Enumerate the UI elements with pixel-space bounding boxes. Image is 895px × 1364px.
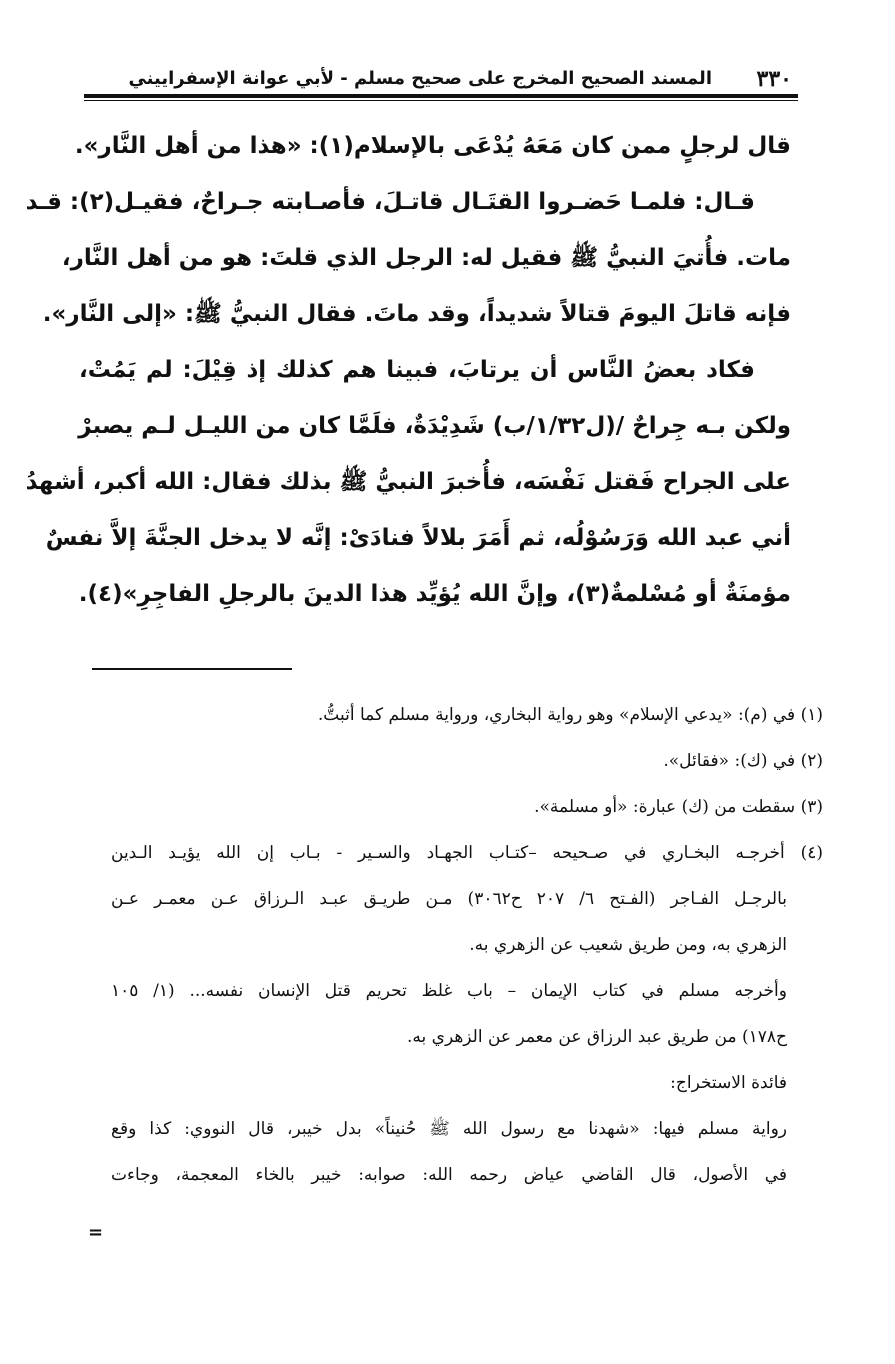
page-number: ٣٣٠	[756, 66, 792, 92]
text-line: فكاد بعضُ النَّاس أن يرتابَ، فبينا هم كذلك إذ قِيْلَ: لم يَمُتْ،	[79, 357, 755, 383]
text-line: قال لرجلٍ ممن كان مَعَهُ يُدْعَى بالإسلام(١): «هذا من أهل النَّار».	[74, 133, 791, 159]
header-rule-thin	[84, 100, 798, 101]
running-header	[84, 58, 798, 98]
footnote-line: فائدة الاستخراج:	[670, 1073, 787, 1093]
footnotes	[111, 692, 823, 1198]
footnote-line: (١) في (م): «يدعي الإسلام» وهو رواية البخاري، ورواية مسلم كما أثبتُّ.	[317, 705, 823, 725]
main-text	[25, 118, 791, 622]
text-line: على الجراح فَقتل نَفْسَه، فأُخبرَ النبيُّ ﷺ بذلك فقال: الله أكبر، أشهدُ	[25, 469, 791, 495]
text-line: مؤمنَةٌ أو مُسْلمةٌ(٣)، وإنَّ الله يُؤيِّد هذا الدينَ بالرجلِ الفاجِرِ»(٤).	[78, 581, 791, 607]
text-line: ولكن بـه جِراحٌ /(ل١/٣٢/ب) شَدِيْدَةٌ، فلَمَّا كان من الليـل لـم يصبرْ	[78, 413, 791, 439]
footnote-line: وأخرجه مسلم في كتاب الإيمان – باب غلظ تحريم قتل الإنسان نفسه... (١/ ١٠٥	[111, 981, 787, 1001]
footnote-line: رواية مسلم فيها: «شهدنا مع رسول الله ﷺ حُنيناً» بدل خيبر، قال النووي: كذا وقع	[111, 1119, 787, 1139]
continuation-mark: =	[88, 1222, 104, 1243]
text-line: أني عبد الله وَرَسُوْلُه، ثم أَمَرَ بلالاً فنادَىْ: إنَّه لا يدخل الجنَّةَ إلاَّ نفسٌ	[45, 525, 791, 551]
footnote-separator	[92, 668, 292, 670]
footnote-line: الزهري به، ومن طريق شعيب عن الزهري به.	[469, 935, 787, 955]
header-rule-thick	[84, 94, 798, 98]
footnote-line: (٣) سقطت من (ك) عبارة: «أو مسلمة».	[534, 797, 823, 817]
footnote-line: (٤) أخرجـه البخـاري في صـحيحه –كتـاب الجهـاد والسـير - بـاب إن الله يؤيـد الـدين	[111, 843, 823, 863]
running-title: المسند الصحيح المخرج على صحيح مسلم - لأبي عوانة الإسفراييني	[128, 68, 712, 89]
text-line: مات. فأُتيَ النبيُّ ﷺ فقيل له: الرجل الذي قلتَ: هو من أهل النَّار،	[61, 245, 791, 271]
text-line: قـال: فلمـا حَضـروا القتَـال قاتـلَ، فأصـابته جـراحٌ، فقيـل(٢): قـد	[25, 189, 755, 215]
text-line: فإنه قاتلَ اليومَ قتالاً شديداً، وقد ماتَ. فقال النبيُّ ﷺ: «إلى النَّار».	[42, 301, 791, 327]
footnote-line: في الأصول، قال القاضي عياض رحمه الله: صوابه: خيبر بالخاء المعجمة، وجاءت	[111, 1165, 787, 1185]
footnote-line: ح١٧٨) من طريق عبد الرزاق عن معمر عن الزهري به.	[407, 1027, 787, 1047]
footnote-line: (٢) في (ك): «فقائل».	[663, 751, 823, 771]
footnote-line: بالرجـل الفـاجر (الفـتح ٦/ ٢٠٧ ح٣٠٦٢) مـن طريـق عبـد الـرزاق عـن معمـر عـن	[111, 889, 787, 909]
